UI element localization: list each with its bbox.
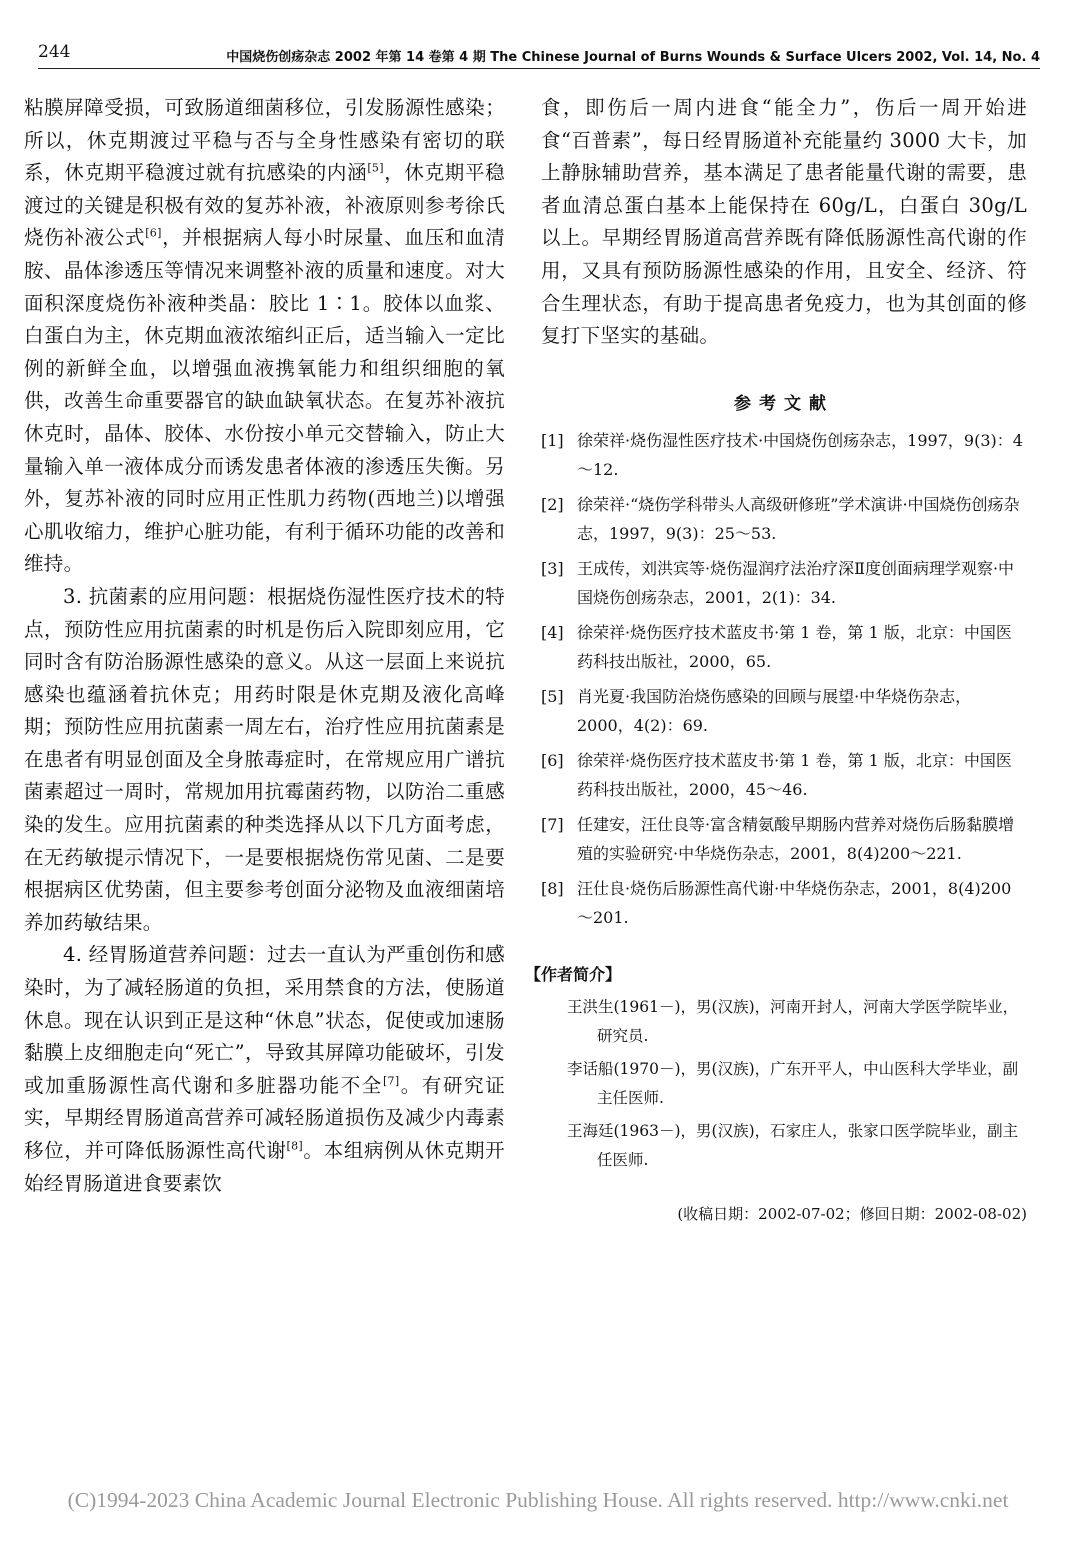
page-header	[38, 38, 1040, 69]
reference-item	[541, 746, 1027, 804]
reference-item	[541, 426, 1027, 484]
citation-7: [7]	[382, 1074, 400, 1088]
references-heading: 参考文献	[734, 393, 834, 414]
text-span: 。本组病例从休克期开始经胃肠道进食要素饮	[24, 1139, 505, 1195]
text-span: 4. 经胃肠道营养问题：过去一直认为严重创伤和感染时，为了减轻肠道的负担，采用禁食的方法，使肠道休息。现在认识到正是这种“休息”状态，促使或加速肠黏膜上皮细胞走向“死亡”，导致其屏障功能破坏，引发或加重肠源性高代谢和多脏器功能不全	[24, 943, 505, 1097]
reference-text: 徐荣祥·烧伤医疗技术蓝皮书·第 1 卷，第 1 版，北京：中国医药科技出版社，2000，65.	[577, 622, 1012, 671]
citation-6: [6]	[145, 226, 162, 240]
body-paragraph-4: 食，即伤后一周内进食“能全力”，伤后一周开始进食“百普素”，每日经胃肠道补充能量约 3000 大卡，加上静脉辅助营养，基本满足了患者能量代谢的需要，患者血清总蛋白基本上能保持在 60g/L，白蛋白 30g/L 以上。早期经胃肠道高营养既有降低肠源性高代谢的作用，又具有预防肠源性感染的作用，且安全、经济、符合生理状态，有助于提高患者免疫力，也为其创面的修复打下坚实的基础。	[541, 96, 1027, 348]
text-span: ，休克期平稳渡过的关键是积极有效的复苏补液，补液原则参考徐氏烧伤补液公式	[24, 161, 505, 250]
reference-text: 王成传，刘洪宾等·烧伤湿润疗法治疗深Ⅱ度创面病理学观察·中国烧伤创疡杂志，2001，2(1)：34.	[577, 558, 1015, 607]
reference-item	[541, 682, 1027, 740]
reference-number: [4]	[541, 622, 564, 642]
reference-list	[541, 426, 1027, 932]
author-bio-heading: 【作者简介】	[525, 964, 622, 984]
citation-5: [5]	[367, 161, 384, 175]
reference-number: [7]	[541, 814, 564, 834]
page-number: 244	[38, 42, 71, 62]
author-bio: 王洪生(1961－)，男(汉族)，河南开封人，河南大学医学院毕业，研究员.	[567, 997, 1019, 1045]
reference-text: 肖光夏·我国防治烧伤感染的回顾与展望·中华烧伤杂志，2000，4(2)：69.	[577, 686, 972, 735]
reference-number: [8]	[541, 878, 564, 898]
reference-number: [6]	[541, 750, 564, 770]
right-column	[525, 92, 1027, 1224]
author-bio: 王海廷(1963－)，男(汉族)，石家庄人，张家口医学院毕业，副主任医师.	[567, 1121, 1019, 1169]
author-bio: 李话船(1970－)，男(汉族)，广东开平人，中山医科大学毕业，副主任医师.	[567, 1059, 1019, 1107]
reference-number: [5]	[541, 686, 564, 706]
reference-number: [2]	[541, 494, 564, 514]
reference-item	[541, 874, 1027, 932]
text-span: ，并根据病人每小时尿量、血压和血清胺、晶体渗透压等情况来调整补液的质量和速度。对大面积深度烧伤补液种类晶：胶比 1∶1。胶体以血浆、白蛋白为主，休克期血液浓缩纠正后，适当输入一定比例的新鲜全血，以增强血液携氧能力和组织细胞的氧供，改善生命重要器官的缺血缺氧状态。在复苏补液抗休克时，晶体、胶体、水份按小单元交替输入，防止大量输入单一液体成分而诱发患者体液的渗透压失衡。另外，复苏补液的同时应用正性肌力药物(西地兰)以增强心肌收缩力，维护心脏功能，有利于循环功能的改善和维持。	[24, 226, 505, 576]
body-paragraph-2: 3. 抗菌素的应用问题：根据烧伤湿性医疗技术的特点，预防性应用抗菌素的时机是伤后入院即刻应用，它同时含有防治肠源性感染的意义。从这一层面上来说抗感染也蕴涵着抗休克；用药时限是休克期及液化高峰期；预防性应用抗菌素一周左右，治疗性应用抗菌素是在患者有明显创面及全身脓毒症时，在常规应用广谱抗菌素超过一周时，常规加用抗霉菌药物，以防治二重感染的发生。应用抗菌素的种类选择从以下几方面考虑，在无药敏提示情况下，一是要根据烧伤常见菌、二是要根据病区优势菌，但主要参考创面分泌物及血液细菌培养加药敏结果。	[24, 584, 505, 934]
received-dates: (收稿日期：2002-07-02；修回日期：2002-08-02)	[677, 1204, 1027, 1223]
body-paragraph-1	[24, 92, 505, 581]
reference-text: 徐荣祥·“烧伤学科带头人高级研修班”学术演讲·中国烧伤创疡杂志，1997，9(3)：25～53.	[577, 494, 1020, 543]
left-column	[24, 92, 505, 1200]
reference-text: 徐荣祥·烧伤医疗技术蓝皮书·第 1 卷，第 1 版，北京：中国医药科技出版社，2000，45～46.	[577, 750, 1012, 799]
reference-item	[541, 810, 1027, 868]
reference-item	[541, 554, 1027, 612]
reference-item	[541, 490, 1027, 548]
running-head: 中国烧伤创疡杂志 2002 年第 14 卷第 4 期 The Chinese Journal of Burns Wounds & Surface Ulcers 2002, Vol. 14, No. 4	[226, 50, 1040, 65]
reference-number: [3]	[541, 558, 564, 578]
reference-text: 汪仕良·烧伤后肠源性高代谢·中华烧伤杂志，2001，8(4)200～201.	[577, 878, 1012, 927]
reference-text: 任建安，汪仕良等·富含精氨酸早期肠内营养对烧伤后肠黏膜增殖的实验研究·中华烧伤杂志，2001，8(4)200～221.	[577, 814, 1015, 863]
reference-text: 徐荣祥·烧伤湿性医疗技术·中国烧伤创疡杂志，1997，9(3)：4～12.	[577, 430, 1023, 479]
text-span: 。有研究证实，早期经胃肠道高营养可减轻肠道损伤及减少内毒素移位，并可降低肠源性高代谢	[24, 1073, 505, 1162]
text-span: 粘膜屏障受损，可致肠道细菌移位，引发肠源性感染；所以，休克期渡过平稳与否与全身性感染有密切的联系，休克期平稳渡过就有抗感染的内涵	[24, 96, 505, 185]
reference-item	[541, 618, 1027, 676]
citation-8: [8]	[286, 1139, 304, 1153]
body-paragraph-3	[24, 939, 505, 1200]
reference-number: [1]	[541, 430, 564, 450]
copyright-footer: (C)1994-2023 China Academic Journal Electronic Publishing House. All rights reserved. http://www.cnki.net	[67, 1488, 1009, 1512]
